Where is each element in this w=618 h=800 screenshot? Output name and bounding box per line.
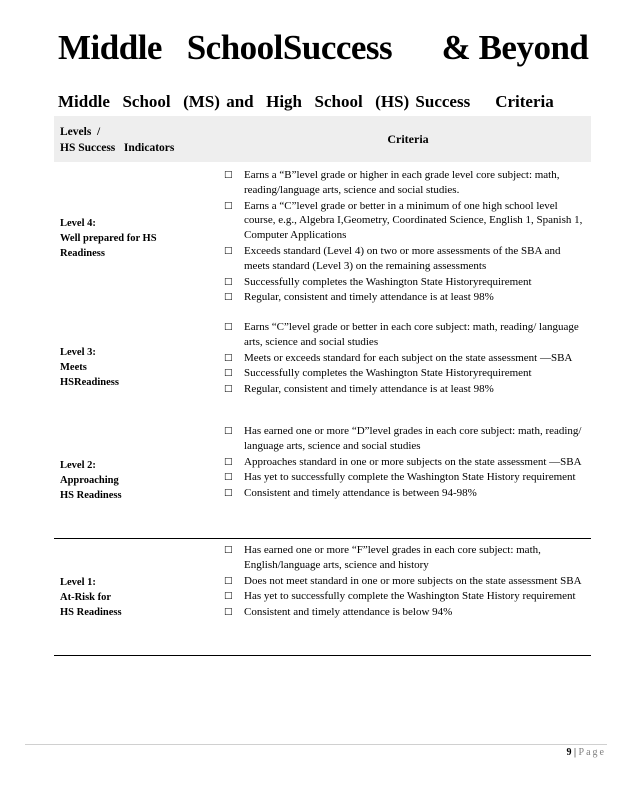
criteria-item: □ Consistent and timely attendance is between 94-98% xyxy=(220,486,583,501)
table-row-level-1 xyxy=(54,543,591,651)
bullet-box-icon: □ xyxy=(224,292,233,303)
criteria-cell xyxy=(220,543,591,651)
level-label: Level 4: xyxy=(60,217,96,229)
table-row-level-2 xyxy=(54,424,591,536)
level-cell xyxy=(54,424,220,536)
header-criteria: Criteria xyxy=(387,131,429,146)
criteria-item: □ Has yet to successfully complete the Washington State History requirement xyxy=(220,470,583,485)
level-cell xyxy=(54,543,220,651)
section-title: Middle School (MS) and High School (HS) Success Criteria xyxy=(58,92,554,111)
criteria-cell xyxy=(220,424,591,536)
header-levels-indicators: Levels / HS Success Indicators xyxy=(60,126,175,154)
page-number: 9 xyxy=(566,747,572,758)
bullet-box-icon: □ xyxy=(224,245,233,256)
criteria-item: □ Does not meet standard in one or more subjects on the state assessment SBA xyxy=(220,574,583,589)
bullet-box-icon: □ xyxy=(224,384,233,395)
level-description-line-1: Well prepared for HS xyxy=(60,232,157,244)
criteria-item: □ Successfully completes the Washington State Historyrequirement xyxy=(220,366,583,381)
table-bottom-border xyxy=(54,655,591,656)
bullet-box-icon: □ xyxy=(224,368,233,379)
criteria-item: □ Earns “C”level grade or better in each core subject: math, reading/ language arts, science and social studies xyxy=(220,320,583,350)
criteria-item: □ Has earned one or more “D”level grades in each core subject: math, reading/ language arts, science and social studies xyxy=(220,424,583,454)
criteria-item: □ Has earned one or more “F”level grades in each core subject: math, English/language arts, science and history xyxy=(220,543,583,573)
criteria-item: □ Earns a “C”level grade or better in a minimum of one high school level course, e.g., Algebra I,Geometry, Coordinated Science, English 1, Spanish 1, Computer Applications xyxy=(220,199,583,243)
bullet-box-icon: □ xyxy=(224,575,233,586)
level-description-line-2: HS Readiness xyxy=(60,489,122,501)
level-description-line-2: HS Readiness xyxy=(60,606,122,618)
criteria-item: □ Earns a “B”level grade or higher in each grade level core subject: math, reading/language arts, science and social studies. xyxy=(220,168,583,198)
level-description-line-1: At-Risk for xyxy=(60,591,112,603)
bullet-box-icon: □ xyxy=(224,545,233,555)
document-title: Middle SchoolSuccess & Beyond xyxy=(58,28,589,67)
criteria-item: □ Meets or exceeds standard for each subject on the state assessment —SBA xyxy=(220,351,583,366)
level-description-line-1: Approaching xyxy=(60,474,119,486)
level-cell xyxy=(54,168,220,308)
level-description-line-1: Meets xyxy=(60,361,87,373)
criteria-table xyxy=(54,116,591,656)
criteria-cell xyxy=(220,320,591,414)
bullet-box-icon: □ xyxy=(224,352,233,363)
bullet-box-icon: □ xyxy=(224,426,233,436)
level-description-line-2: HSReadiness xyxy=(60,376,119,388)
criteria-item: □ Has yet to successfully complete the Washington State History requirement xyxy=(220,589,583,604)
page-footer xyxy=(567,747,606,758)
criteria-item: □ Consistent and timely attendance is below 94% xyxy=(220,605,583,620)
table-row-level-4 xyxy=(54,168,591,308)
bullet-box-icon: □ xyxy=(224,591,233,602)
page-label: Page xyxy=(578,747,606,758)
criteria-item: □ Approaches standard in one or more subjects on the state assessment —SBA xyxy=(220,455,583,470)
criteria-item: □ Regular, consistent and timely attendance is at least 98% xyxy=(220,382,583,397)
footer-separator: | xyxy=(571,747,579,758)
row-divider xyxy=(54,538,591,539)
footer-divider xyxy=(25,744,607,745)
level-cell xyxy=(54,320,220,414)
criteria-item: □ Regular, consistent and timely attendance is at least 98% xyxy=(220,290,583,305)
bullet-box-icon: □ xyxy=(224,276,233,287)
level-label: Level 1: xyxy=(60,576,96,588)
table-row-level-3 xyxy=(54,320,591,414)
criteria-cell xyxy=(220,168,591,308)
bullet-box-icon: □ xyxy=(224,200,233,211)
bullet-box-icon: □ xyxy=(224,488,233,499)
bullet-box-icon: □ xyxy=(224,170,233,180)
level-label: Level 3: xyxy=(60,346,96,358)
level-label: Level 2: xyxy=(60,459,96,471)
bullet-box-icon: □ xyxy=(224,472,233,483)
criteria-item: □ Exceeds standard (Level 4) on two or more assessments of the SBA and meets standard (Level 3) on the remaining assessments xyxy=(220,244,583,274)
bullet-box-icon: □ xyxy=(224,322,233,332)
criteria-item: □ Successfully completes the Washington State Historyrequirement xyxy=(220,275,583,290)
table-header xyxy=(54,116,591,162)
bullet-box-icon: □ xyxy=(224,456,233,467)
bullet-box-icon: □ xyxy=(224,607,233,618)
level-description-line-2: Readiness xyxy=(60,247,105,259)
